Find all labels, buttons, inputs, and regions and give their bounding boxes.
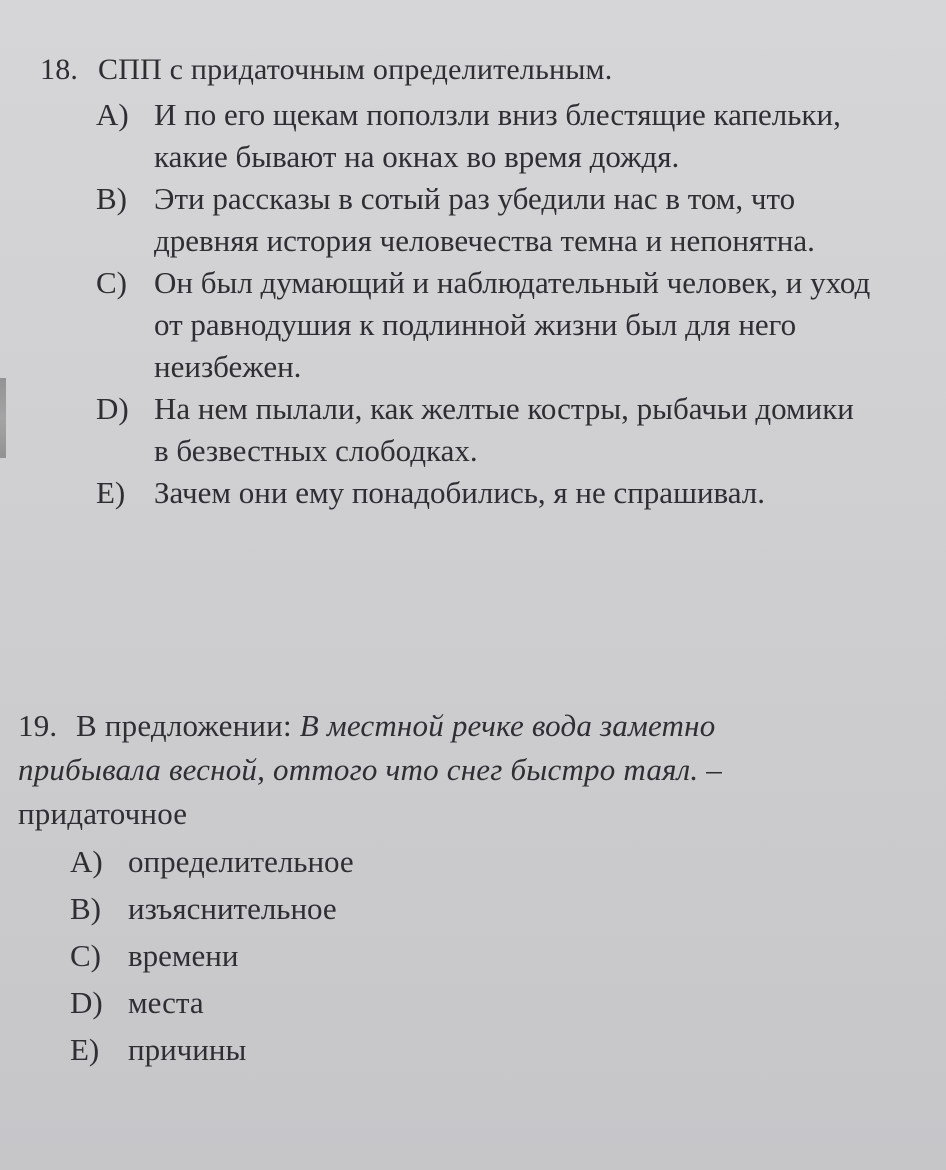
question-19 xyxy=(18,704,898,1073)
option-text: Он был думающий и наблюдательный человек, и уход от равнодушия к подлинной жизни был для него неизбежен. xyxy=(154,265,871,384)
option-text: И по его щекам поползли вниз блестящие капельки, какие бывают на окнах во время дождя. xyxy=(154,97,841,174)
option-text: причины xyxy=(128,1032,247,1067)
answer-option-a[interactable] xyxy=(70,838,898,885)
answer-option-b[interactable] xyxy=(96,178,920,262)
answer-options xyxy=(70,838,898,1073)
question-19-header xyxy=(18,704,858,836)
option-text: времени xyxy=(128,938,239,973)
option-letter: D) xyxy=(96,391,129,426)
option-letter: A) xyxy=(70,844,103,879)
answer-option-e[interactable] xyxy=(70,1026,898,1073)
answer-options xyxy=(96,94,920,514)
question-stem: СПП с придаточным определительным. xyxy=(98,53,613,86)
question-18-header xyxy=(40,50,920,90)
question-stem-prefix: В предложении: xyxy=(76,708,300,743)
option-text: определительное xyxy=(128,844,354,879)
question-number: 18. xyxy=(40,53,79,86)
answer-option-c[interactable] xyxy=(70,932,898,979)
option-letter: E) xyxy=(96,475,126,510)
option-letter: B) xyxy=(70,891,101,926)
answer-option-b[interactable] xyxy=(70,885,898,932)
question-stem-sentence: В местной речке вода заметно прибывала весной, оттого что снег быстро таял. xyxy=(18,708,716,787)
option-text: места xyxy=(128,985,204,1020)
answer-option-e[interactable] xyxy=(96,472,920,514)
answer-option-d[interactable] xyxy=(96,388,920,472)
option-text: На нем пылали, как желтые костры, рыбачьи домики в безвестных слободках. xyxy=(154,391,854,468)
option-letter: B) xyxy=(96,181,127,216)
answer-option-a[interactable] xyxy=(96,94,920,178)
page-edge-mark xyxy=(0,378,6,458)
option-text: Зачем они ему понадобились, я не спрашивал. xyxy=(154,475,766,510)
option-text: Эти рассказы в сотый раз убедили нас в том, что древняя история человечества темна и непонятна. xyxy=(154,181,815,258)
answer-option-d[interactable] xyxy=(70,979,898,1026)
option-letter: E) xyxy=(70,1032,100,1067)
question-number: 19. xyxy=(18,708,58,743)
option-letter: D) xyxy=(70,985,103,1020)
option-letter: C) xyxy=(70,938,101,973)
option-letter: A) xyxy=(96,97,129,132)
option-letter: C) xyxy=(96,265,127,300)
question-stem-suffix: – придаточное xyxy=(18,752,722,831)
question-18 xyxy=(40,50,920,514)
option-text: изъяснительное xyxy=(128,891,337,926)
answer-option-c[interactable] xyxy=(96,262,920,388)
